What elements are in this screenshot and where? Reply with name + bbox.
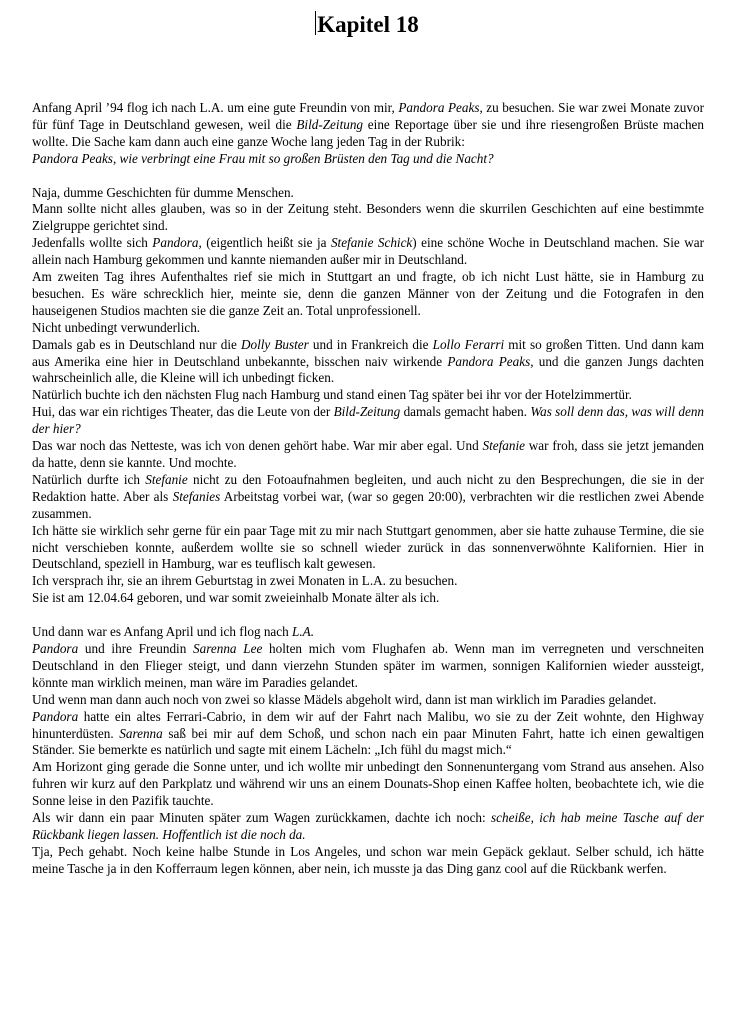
- paragraph: [32, 573, 704, 590]
- paragraph: [32, 404, 704, 438]
- text-run: Tja, Pech gehabt. Noch keine halbe Stunde in Los Angeles, und schon war mein Gepäck geklaut. Selber schuld, ich hätte meine Tasche ja in den Kofferraum legen können, aber nein, ich musste ja das Ding ganz cool auf die Rückbank werfen.: [32, 843, 704, 876]
- text-run: ) eine schöne Woche in Deutschland machen. Sie war allein nach Hamburg gekommen und kannte niemanden außer mir in Deutschland.: [32, 235, 705, 268]
- italic-text: Sarenna Lee: [193, 640, 263, 656]
- text-run: Ich hätte sie wirklich sehr gerne für ein paar Tage mit zu mir nach Stuttgart genommen, aber sie hatte zuhause Termine, die sie nicht verschieben konnte, außerdem wollte sie so schnell wieder zurück in das sonnenverwöhnte Kalifornien. Hier in Deutschland, speziell in Hamburg, war es teuflisch kalt gewesen.: [32, 522, 704, 572]
- text-run: Sie ist am 12.04.64 geboren, und war somit zweieinhalb Monate älter als ich.: [32, 590, 440, 606]
- text-run: und ihre Freundin: [78, 640, 194, 656]
- text-run: Am zweiten Tag ihres Aufenthaltes rief sie mich in Stuttgart an und fragte, ob ich nicht Lust hätte, sie in Hamburg zu besuchen. Es wäre schrecklich hier, meinte sie, denn die ganzen Männer von der Zeitung und die Fotografen in den hauseigenen Studios machten sie die ganze Zeit an. Total unprofessionell.: [32, 269, 704, 318]
- text-run: Am Horizont ging gerade die Sonne unter, und ich wollte mir unbedingt den Sonnenuntergang vom Strand aus ansehen. Also fuhren wir kurz auf den Parkplatz und während wir uns an einem Dounats-Shop einen Kaffee holten, beobachtete ich, wie die Sonne leise in den Pazifik tauchte.: [32, 759, 704, 809]
- paragraph: [32, 692, 704, 709]
- paragraph: [32, 523, 704, 574]
- paragraph: [32, 185, 704, 202]
- italic-text: Dolly Buster: [240, 336, 309, 352]
- paragraph: [32, 709, 704, 760]
- text-run: saß bei mir auf dem Schoß, und schon nach ein paar Minuten Fahrt, hatte ich einen gewaltigen Ständer. Sie bemerkte es natürlich und sagte mit einem Lächeln: „Ich fühl du magst mich.“: [32, 725, 704, 758]
- italic-text: Pandora Peaks: [398, 100, 480, 115]
- italic-text: Pandora Peaks, wie verbringt eine Frau mit so großen Brüsten den Tag und die Nacht?: [32, 150, 494, 166]
- text-run: , (eigentlich heißt sie ja: [198, 235, 331, 251]
- chapter-body: [32, 100, 704, 878]
- paragraph: [32, 759, 704, 810]
- paragraph: [32, 387, 704, 404]
- paragraph: [32, 810, 704, 844]
- text-run: nicht zu den Fotoaufnahmen begleiten, und auch nicht zu den Besprechungen, die sie in der Redaktion hatte. Aber als: [32, 471, 704, 504]
- italic-text: Sarenna: [119, 725, 163, 741]
- text-run: Und wenn man dann auch noch von zwei so klasse Mädels abgeholt wird, dann ist man wirklich im Paradies gelandet.: [32, 691, 657, 707]
- paragraph: [32, 100, 704, 151]
- paragraph: [32, 320, 704, 337]
- text-run: Und dann war es Anfang April und ich flog nach: [32, 624, 293, 640]
- italic-text: Stefanies: [172, 488, 221, 504]
- text-run: Naja, dumme Geschichten für dumme Menschen.: [32, 184, 294, 200]
- paragraph: [32, 472, 704, 523]
- text-run: Arbeitstag vorbei war, (war so gegen 20:00), verbrachten wir die restlichen zwei Abende zusammen.: [32, 488, 704, 521]
- text-run: Das war noch das Netteste, was ich von denen gehört habe. War mir aber egal. Und: [32, 438, 483, 454]
- chapter-title: [0, 10, 734, 40]
- italic-text: Stefanie: [145, 471, 188, 487]
- text-run: Nicht unbedingt verwunderlich.: [32, 319, 201, 335]
- paragraph: [32, 337, 704, 388]
- text-run: und in Frankreich die: [308, 336, 433, 352]
- italic-text: Pandora: [152, 235, 199, 251]
- text-run: Ich versprach ihr, sie an ihrem Geburtstag in zwei Monaten in L.A. zu besuchen.: [32, 573, 458, 589]
- text-run: Anfang April ’94 flog ich nach L.A. um eine gute Freundin von mir,: [32, 100, 399, 115]
- italic-text: Stefanie Schick: [330, 235, 413, 251]
- text-run: holten mich vom Flughafen ab. Wenn man im verregneten und verschneiten Deutschland in den Flieger steigt, und dann vierzehn Stunden später im warmen, sonnigen Kalifornien wieder aussteigt, könnte man wirklich meinen, man wäre im Paradies gelandet.: [32, 640, 704, 690]
- paragraph: [32, 151, 704, 168]
- italic-text: Bild-Zeitung: [333, 404, 401, 420]
- chapter-title-text: Kapitel 18: [317, 12, 419, 37]
- italic-text: Pandora: [32, 640, 79, 656]
- paragraph: [32, 590, 704, 607]
- text-run: damals gemacht haben.: [400, 404, 531, 420]
- text-run: war froh, dass sie jetzt jemanden da hatte, denn sie kannte. Und mochte.: [32, 438, 704, 471]
- italic-text: L.A.: [292, 624, 315, 640]
- text-run: Damals gab es in Deutschland nur die: [32, 336, 241, 352]
- text-run: , zu besuchen. Sie war zwei Monate zuvor für fünf Tage in Deutschland gewesen, weil die: [32, 100, 704, 132]
- text-run: Als wir dann ein paar Minuten später zum Wagen zurückkamen, dachte ich noch:: [32, 810, 492, 826]
- text-run: eine Reportage über sie und ihre riesengroßen Brüste machen wollte. Die Sache kam dann auch eine ganze Woche lang jeden Tag in der Rubrik:: [32, 116, 704, 149]
- text-run: Natürlich buchte ich den nächsten Flug nach Hamburg und stand einen Tag später bei ihr vor der Hotelzimmertür.: [32, 387, 632, 403]
- paragraph: [32, 235, 704, 269]
- italic-text: scheiße, ich hab meine Tasche auf der Rückbank liegen lassen. Hoffentlich ist die noch da.: [32, 810, 704, 842]
- italic-text: Lollo Ferarri: [432, 336, 505, 352]
- text-run: mit so großen Titten. Und dann kam aus Amerika eine hier in Deutschland unbekannte, bisschen naiv wirkende: [32, 336, 704, 369]
- text-run: , und die ganzen Jungs dachten wahrscheinlich alle, die Kleine will ich unbedingt ficken.: [32, 353, 704, 386]
- paragraph: [32, 624, 704, 641]
- text-run: Hui, das war ein richtiges Theater, das die Leute von der: [32, 404, 334, 420]
- text-run: Natürlich durfte ich: [32, 471, 146, 487]
- paragraph: [32, 438, 704, 472]
- italic-text: Bild-Zeitung: [296, 116, 364, 132]
- text-run: Mann sollte nicht alles glauben, was so in der Zeitung steht. Besonders wenn die skurrilen Geschichten auf eine bestimmte Zielgruppe gerichtet sind.: [32, 201, 704, 234]
- paragraph: [32, 201, 704, 235]
- text-run: Jedenfalls wollte sich: [32, 235, 153, 251]
- italic-text: Was soll denn das, was will denn der hier?: [32, 404, 705, 437]
- italic-text: Pandora: [32, 708, 79, 724]
- italic-text: Stefanie: [482, 438, 525, 454]
- paragraph: [32, 641, 704, 692]
- text-run: hatte ein altes Ferrari-Cabrio, in dem wir auf der Fahrt nach Malibu, wo sie zu der Zeit wohnte, den Highway hinunterdüsten.: [32, 708, 704, 741]
- paragraph: [32, 269, 704, 320]
- italic-text: Pandora Peaks: [447, 353, 531, 369]
- paragraph: [32, 844, 704, 878]
